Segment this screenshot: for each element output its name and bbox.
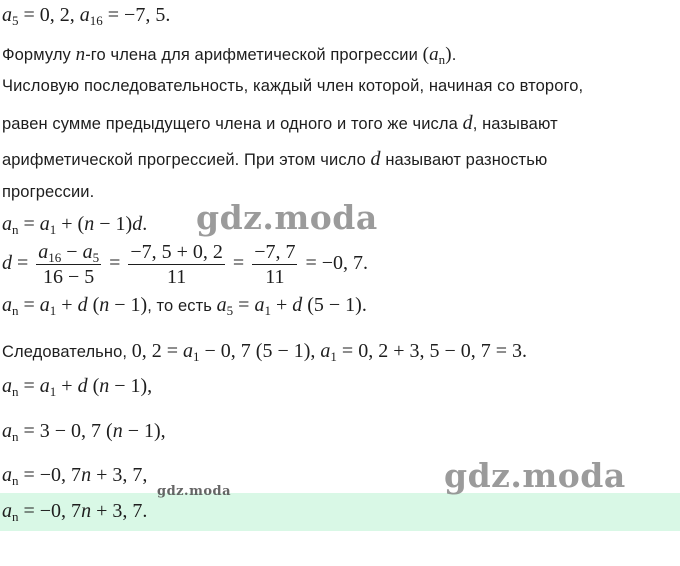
definition-line-3a: арифметической прогрессией. При этом число: [2, 151, 371, 169]
step-2: $a_n = 3 - 0$, 7 (n − 1),: [2, 420, 166, 444]
difference-calc: d = $\frac{a_{16} - a_5}{16 - 5}$ = $\frac{-7, 5 + 0, 2}{11}$ = $\frac{-7, 7}{11}$ = −0, 7.: [2, 241, 369, 288]
definition-line-2b: , называют: [472, 115, 558, 133]
definition-line-3: арифметической прогрессией. При этом число d называют разностью: [2, 148, 548, 170]
fraction-2: $\frac{-7, 5 + 0, 2}{11}$: [130, 241, 223, 288]
formula-intro-post: -го члена для арифметической прогрессии: [85, 46, 423, 64]
step-1: $a_n = a_1 + d$ (n − 1),: [2, 375, 153, 399]
definition-line-2: равен сумме предыдущего члена и одного и того же числа d, называют: [2, 112, 558, 134]
sledovatelno-text: Следовательно,: [2, 343, 132, 361]
definition-line-4: прогрессии.: [2, 183, 95, 201]
watermark-logo: gdz.moda: [444, 456, 626, 495]
definition-line-1: Числовую последовательность, каждый член которой, начиная со второго,: [2, 77, 584, 95]
fraction-3: $\frac{-7, 7}{11}$: [254, 241, 296, 288]
watermark-logo: gdz.moda: [196, 198, 378, 237]
step-3: $a_n = -0$, 7n + 3, 7,: [2, 464, 148, 488]
general-formula: $a_n = a_1 + (n - 1)d$.: [2, 213, 148, 237]
formula-intro-pre: Формулу: [2, 46, 76, 64]
formula-intro: Формулу n-го члена для арифметической прогрессии $(a_n)$.: [2, 44, 457, 67]
to-est-text: , то есть: [147, 297, 217, 315]
a1-calc: Следовательно, 0, $2 = a_1 - 0$, 7 (5 − 1), $a_1 = 0$, 2 + 3, 5 − 0, 7 = 3.: [2, 340, 528, 364]
watermark-logo-small: gdz.moda: [157, 484, 232, 499]
final-answer: $a_n = -0$, 7n + 3, 7.: [2, 500, 148, 524]
fraction-1: $\frac{a_{16} - a_5}{16 - 5}$: [38, 241, 100, 288]
given-values: $a_5 = 0$, 2, $a_{16} = -7$, 5.: [2, 4, 171, 28]
definition-line-2a: равен сумме предыдущего члена и одного и того же числа: [2, 115, 463, 133]
definition-line-3b: называют разностью: [380, 151, 548, 169]
substitution-line: $a_n = a_1 + d$ (n − 1), то есть $a_5 = a_1 + d$ (5 − 1).: [2, 294, 367, 318]
